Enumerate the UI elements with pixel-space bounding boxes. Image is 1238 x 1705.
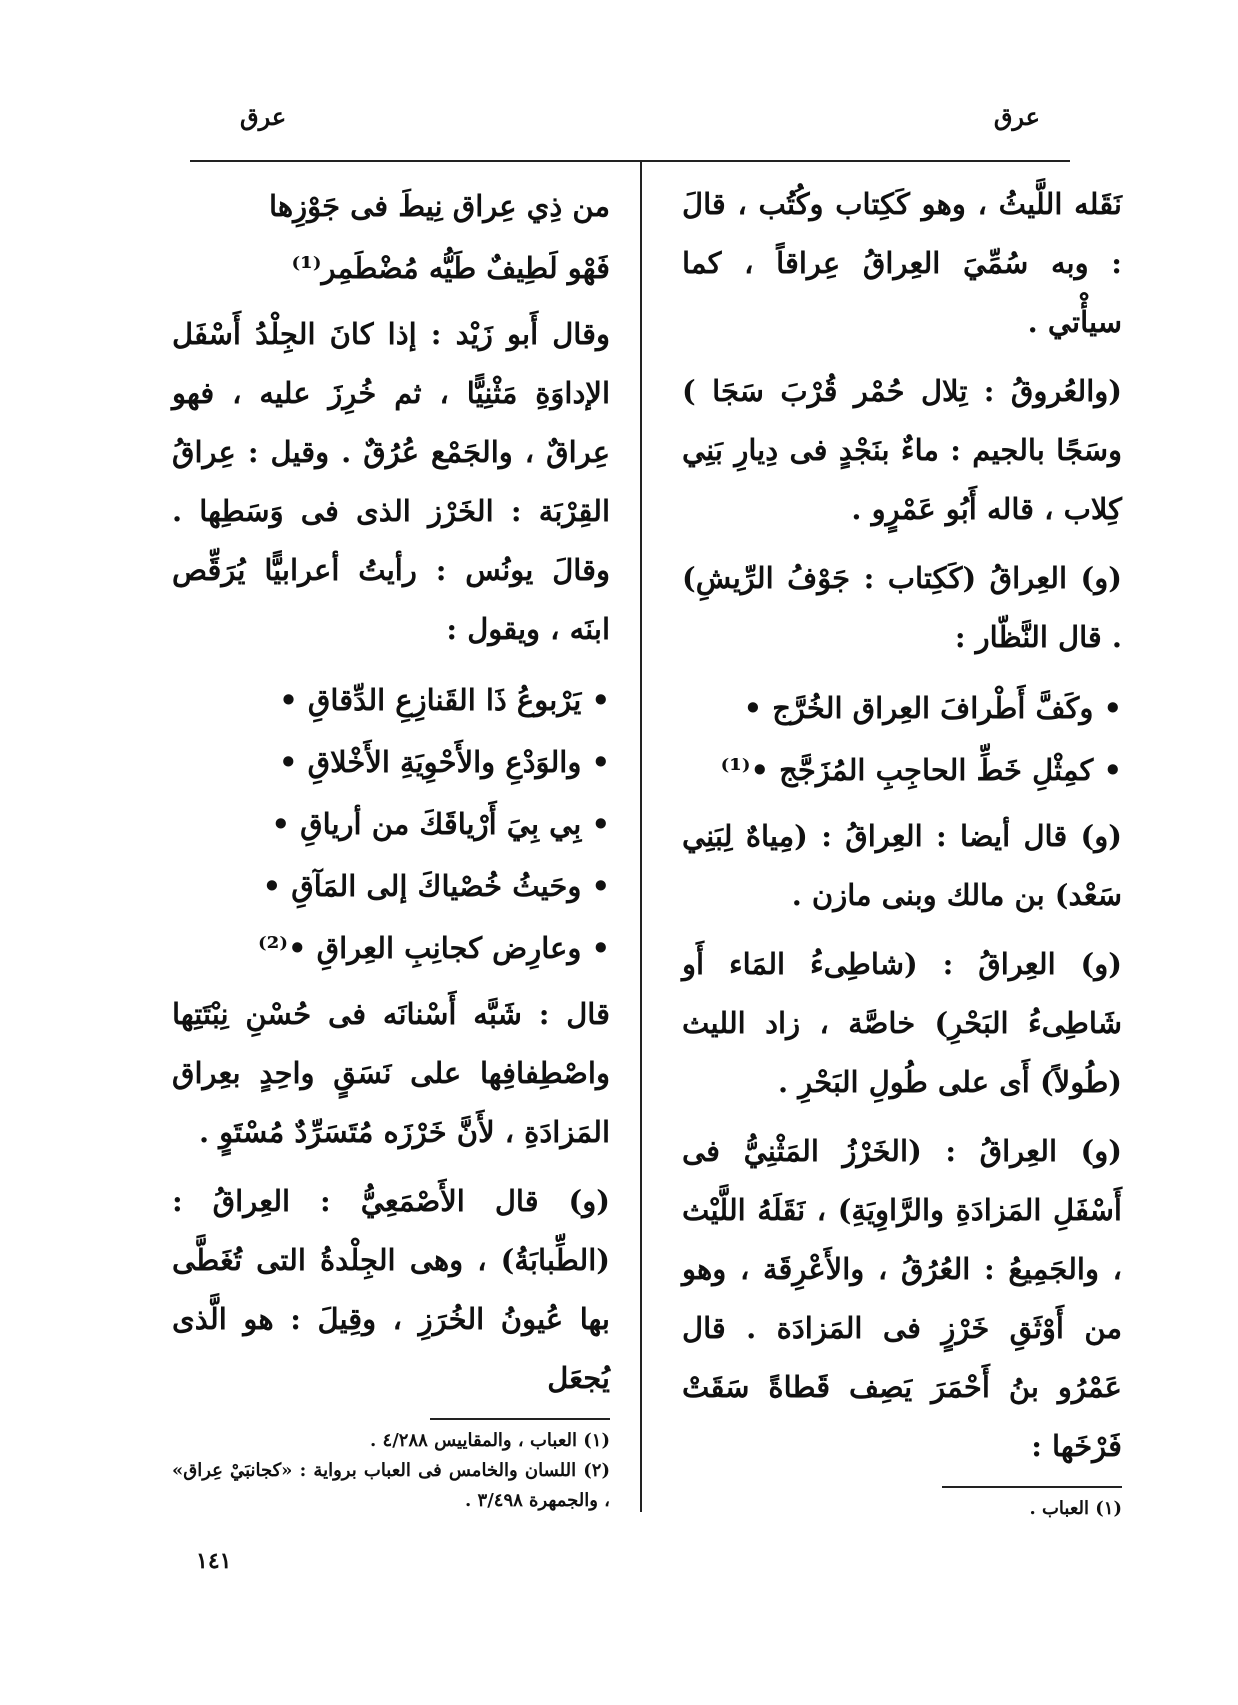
running-header-left: عرق	[240, 102, 287, 131]
verse-line: فَهْو لَطِيفٌ طَيُّه مُضْطَمِر⁽¹⁾	[291, 251, 610, 285]
footnote: (١) العباب ، والمقاييس ٤/٢٨٨ .	[370, 1429, 610, 1451]
paragraph: (و) العِراقُ (كَكِتاب : جَوْفُ الرِّيشِ) . قال النَّظّار :	[682, 561, 1122, 654]
verse-line: من ذِي عِراق نِيطَ فى جَوْزِها	[269, 189, 610, 223]
footnote: (٢) اللسان والخامس فى العباب برواية : «كجانبَيْ عِراق» ، والجمهرة ٣/٤٩٨ .	[172, 1459, 610, 1511]
verse-line: • وعارِض كجانِبِ العِراقِ •⁽²⁾	[258, 931, 610, 965]
paragraph: (و) العِراقُ : (الخَرْزُ المَثْنِيُّ فى أَسْفَلِ المَزادَةِ والرَّاوِيَةِ) ، نَقَلَهُ اللَّيْث ، والجَمِيعُ : العُرُقُ ، والأَعْرِقَة ، وهو من أَوْثَقِ خَرْزٍ فى المَزادَة . قال عَمْرُو بنُ أَحْمَرَ يَصِف قَطاةً سَقَتْ فَرْخَها :	[682, 1134, 1122, 1463]
footnote-rule	[430, 1418, 610, 1420]
right-column	[682, 175, 1122, 1524]
verse-line: • كمِثْلِ خَطِّ الحاجِبِ المُزَجَّج •⁽¹⁾	[720, 753, 1122, 787]
page-number: ١٤١	[196, 1548, 232, 1574]
paragraph: (و) قال أيضا : العِراقُ : (مِياهٌ لِبَنِي سَعْد) بن مالك وبنى مازن .	[682, 819, 1122, 912]
verse-block	[172, 669, 610, 979]
verse-line: • والوَدْعِ والأَحْوِيَةِ الأَخْلاقِ •	[278, 745, 610, 779]
paragraph: نَقَله اللَّيثُ ، وهو كَكِتاب وكُتُب ، قالَ : وبه سُمِّيَ العِراقُ عِراقاً ، كما سيأْتي .	[682, 187, 1122, 339]
footnote-rule	[942, 1486, 1122, 1488]
header-rule	[190, 160, 1070, 162]
verse-line: • يَرْبوعُ ذَا القَنازِعِ الدِّقاقِ •	[279, 683, 610, 717]
verse-line: • وكَفَّ أَطْرافَ العِراق الخُرَّج •	[743, 691, 1122, 725]
paragraph: (و) العِراقُ : (شاطِىءُ المَاء أَو شَاطِىءُ البَحْرِ) خاصَّة ، زاد الليث (طُولاً) أَى على طُولِ البَحْرِ .	[682, 947, 1122, 1099]
verse-block	[172, 175, 610, 299]
footnote: (١) العباب .	[1029, 1497, 1122, 1519]
verse-block	[682, 677, 1122, 801]
verse-line: • بِي بِيَ أَرْياقَكَ من أرياقِ •	[271, 807, 610, 841]
paragraph: وقال أَبو زَيْد : إذا كانَ الجِلْدُ أَسْفَل الإداوَةِ مَثْنِيًّا ، ثم خُرِزَ عليه ، فهو عِراقٌ ، والجَمْع عُرُقٌ . وقيل : عِراقُ القِرْبَة : الخَرْز الذى فى وَسَطِها . وقالَ يونُس : رأيتُ أعرابيًّا يُرَقِّص ابنَه ، ويقول :	[172, 317, 610, 646]
running-header-right: عرق	[993, 102, 1040, 131]
column-divider	[640, 162, 642, 1512]
paragraph: (والعُروقُ : تِلال حُمْر قُرْبَ سَجَا ) وسَجًا بالجيم : ماءٌ بنَجْدٍ فى دِيارِ بَنِي كِلاب ، قاله أَبُو عَمْرٍو .	[682, 374, 1122, 526]
paragraph: قال : شَبَّه أَسْنانَه فى حُسْنِ نِبْتَتِها واصْطِفافِها على نَسَقٍ واحِدٍ بعِراق المَزادَةِ ، لأَنَّ خَرْزَه مُتَسَرِّدٌ مُسْتَوٍ .	[172, 997, 610, 1149]
verse-line: • وحَيثُ خُصْياكَ إلى المَآقِ •	[262, 869, 610, 903]
paragraph: (و) قال الأَصْمَعِيُّ : العِراقُ : (الطِّبابَةُ) ، وهى الجِلْدةُ التى تُغَطَّى بها عُيونُ الخُرَزِ ، وقِيلَ : هو الَّذى يُجعَل	[172, 1184, 610, 1395]
left-column	[172, 175, 610, 1516]
